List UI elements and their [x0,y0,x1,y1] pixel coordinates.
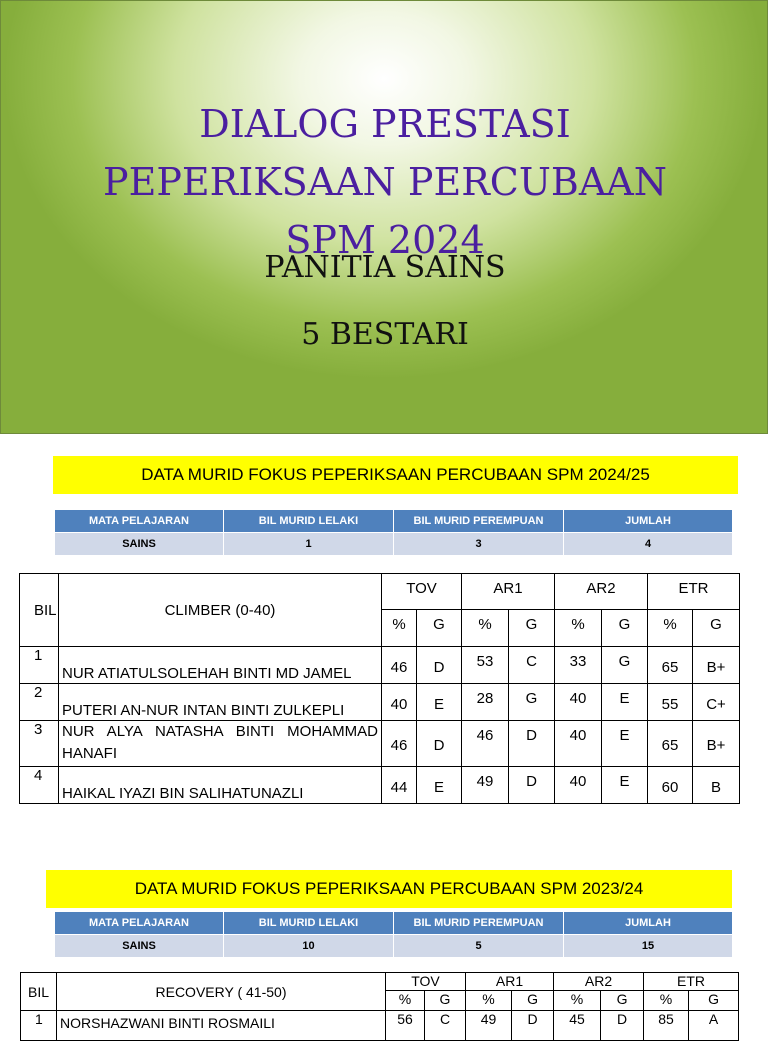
row-bil: 4 [20,767,59,804]
ar2-grade: E [602,721,648,767]
ar1-grade: G [509,684,555,721]
percent-header: % [462,610,509,647]
grade-header: G [693,610,740,647]
student-name: HAIKAL IYAZI BIN SALIHATUNAZLI [59,767,382,804]
group-header-ar2: AR2 [555,574,648,610]
ar2-percent: 40 [555,684,602,721]
summary-header-cell: JUMLAH [564,912,733,935]
bil-header: BIL [21,973,57,1011]
summary-header-cell: BIL MURID LELAKI [224,912,394,935]
tov-percent: 46 [382,647,417,684]
group-header-etr: ETR [644,973,739,991]
category-header: RECOVERY ( 41-50) [57,973,386,1011]
ar1-percent: 49 [466,1011,512,1041]
percent-header: % [382,610,417,647]
grade-header: G [425,991,466,1011]
title-line-2: PEPERIKSAAN PERCUBAAN [103,160,667,204]
group-header-ar1: AR1 [466,973,554,991]
ar1-percent: 53 [462,647,509,684]
ar2-grade: G [602,647,648,684]
summary-header-row [55,510,733,533]
summary-cell: 10 [224,935,394,958]
ar1-grade: D [512,1011,554,1041]
etr-percent: 60 [648,767,693,804]
grade-header: G [417,610,462,647]
ar1-grade: D [509,721,555,767]
grade-header: G [512,991,554,1011]
title-line-3: SPM 2024 [285,218,485,262]
student-name: NORSHAZWANI BINTI ROSMAILI [57,1011,386,1041]
table-row [20,767,740,804]
table-row [21,1011,739,1041]
student-name: PUTERI AN-NUR INTAN BINTI ZULKEPLI [59,684,382,721]
etr-percent: 65 [648,647,693,684]
row-bil: 1 [20,647,59,684]
summary-cell: 4 [564,533,733,556]
ar1-percent: 28 [462,684,509,721]
ar2-percent: 33 [555,647,602,684]
section2-summary-table [54,911,733,958]
slide-title [1,95,768,269]
row-bil: 1 [21,1011,57,1041]
percent-header: % [648,610,693,647]
student-name: NUR ALYA NATASHA BINTI MOHAMMAD HANAFI [59,721,382,767]
percent-header: % [644,991,689,1011]
ar2-grade: E [602,767,648,804]
ar2-grade: D [601,1011,644,1041]
grade-header: G [602,610,648,647]
summary-data-row [55,533,733,556]
etr-grade: C+ [693,684,740,721]
tov-grade: D [417,721,462,767]
summary-header-cell: MATA PELAJARAN [55,510,224,533]
category-header: CLIMBER (0-40) [59,574,382,647]
row-bil: 3 [20,721,59,767]
percent-header: % [386,991,425,1011]
percent-header: % [555,610,602,647]
tov-grade: D [417,647,462,684]
section2-heading: DATA MURID FOKUS PEPERIKSAAN PERCUBAAN SPM 2023/24 [46,870,732,908]
tov-percent: 56 [386,1011,425,1041]
group-header-tov: TOV [382,574,462,610]
tov-grade: E [417,684,462,721]
row-bil: 2 [20,684,59,721]
group-header-ar2: AR2 [554,973,644,991]
tov-grade: C [425,1011,466,1041]
grade-header: G [509,610,555,647]
section1-summary-table [54,509,733,556]
ar2-percent: 40 [555,721,602,767]
etr-grade: B+ [693,647,740,684]
ar2-percent: 45 [554,1011,601,1041]
ar1-percent: 49 [462,767,509,804]
ar1-percent: 46 [462,721,509,767]
tov-grade: E [417,767,462,804]
etr-percent: 85 [644,1011,689,1041]
tov-percent: 46 [382,721,417,767]
summary-cell: 5 [394,935,564,958]
summary-header-cell: BIL MURID LELAKI [224,510,394,533]
tov-percent: 40 [382,684,417,721]
table-header-row [20,574,740,610]
percent-header: % [554,991,601,1011]
etr-percent: 55 [648,684,693,721]
group-header-etr: ETR [648,574,740,610]
section2-student-table [20,972,739,1041]
slide-class-name: 5 BESTARI [301,317,469,352]
ar1-grade: C [509,647,555,684]
summary-header-cell: JUMLAH [564,510,733,533]
title-slide [0,0,768,434]
summary-cell: 1 [224,533,394,556]
etr-grade: B+ [693,721,740,767]
summary-header-cell: MATA PELAJARAN [55,912,224,935]
table-row [20,684,740,721]
section1-heading: DATA MURID FOKUS PEPERIKSAAN PERCUBAAN SPM 2024/25 [53,456,738,494]
summary-cell: SAINS [55,935,224,958]
table-row [20,721,740,767]
summary-cell: SAINS [55,533,224,556]
grade-header: G [689,991,739,1011]
summary-header-cell: BIL MURID PEREMPUAN [394,912,564,935]
table-header-row [21,973,739,991]
summary-cell: 15 [564,935,733,958]
group-header-ar1: AR1 [462,574,555,610]
bil-header: BIL [20,574,59,647]
table-row [20,647,740,684]
summary-header-cell: BIL MURID PEREMPUAN [394,510,564,533]
group-header-tov: TOV [386,973,466,991]
tov-percent: 44 [382,767,417,804]
ar2-grade: E [602,684,648,721]
student-name: NUR ATIATULSOLEHAH BINTI MD JAMEL [59,647,382,684]
etr-grade: B [693,767,740,804]
etr-grade: A [689,1011,739,1041]
section1-student-table [19,573,740,804]
grade-header: G [601,991,644,1011]
title-line-1: DIALOG PRESTASI [199,102,571,146]
ar1-grade: D [509,767,555,804]
etr-percent: 65 [648,721,693,767]
ar2-percent: 40 [555,767,602,804]
slide-subtitle: PANITIA SAINS [264,250,506,285]
summary-cell: 3 [394,533,564,556]
percent-header: % [466,991,512,1011]
summary-header-row [55,912,733,935]
summary-data-row [55,935,733,958]
